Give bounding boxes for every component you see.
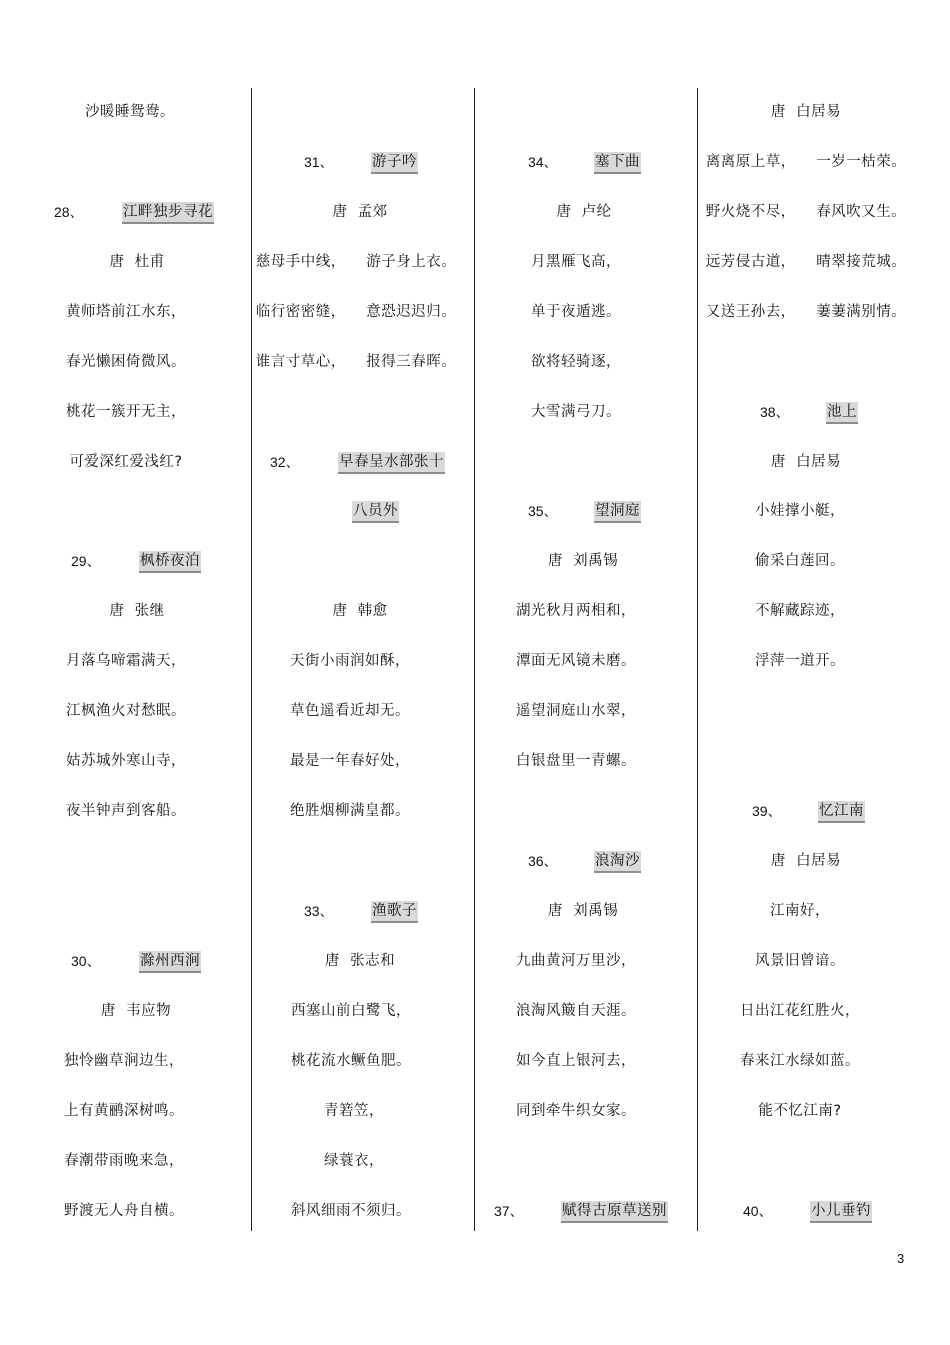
poem-line: 离离原上草， 一岁一枯荣。 [705, 154, 907, 170]
poem-author: 唐 韦应物 [100, 1003, 172, 1019]
poem-author: 唐 张志和 [324, 953, 396, 969]
poem-title: 早春呈水部张十 [338, 452, 445, 474]
poem-title: 游子吟 [371, 152, 418, 174]
poem-line: 春潮带雨晚来急， [64, 1153, 184, 1169]
poem-line: 谁言寸草心， 报得三春晖。 [255, 354, 457, 370]
poem-number: 37、 [494, 1203, 524, 1219]
poem-line: 风景旧曾谙。 [755, 953, 845, 969]
poem-author: 唐 张继 [109, 603, 165, 619]
poem-line: 斜风细雨不须归。 [291, 1203, 411, 1219]
poem-number: 34、 [528, 154, 558, 170]
poem-number: 36、 [528, 853, 558, 869]
poem-number: 38、 [760, 404, 790, 420]
poem-line: 夜半钟声到客船。 [66, 803, 186, 819]
poem-number: 35、 [528, 503, 558, 519]
poem-line: 天街小雨润如酥， [290, 653, 410, 669]
poem-line: 临行密密缝， 意恐迟迟归。 [255, 304, 457, 320]
poem-line: 野渡无人舟自横。 [64, 1203, 184, 1219]
poem-title: 浪淘沙 [594, 851, 641, 873]
poem-line: 大雪满弓刀。 [531, 404, 621, 420]
poem-line: 如今直上银河去， [516, 1053, 636, 1069]
poem-title: 滁州西涧 [139, 951, 201, 973]
poem-line: 江南好， [770, 903, 830, 919]
poem-line: 浪淘风簸自天涯。 [516, 1003, 636, 1019]
poem-line: 独怜幽草涧边生， [64, 1053, 184, 1069]
poem-line: 姑苏城外寒山寺， [66, 753, 186, 769]
poem-number: 32、 [270, 454, 300, 470]
poem-author: 唐 白居易 [770, 104, 842, 120]
poem-author: 唐 孟郊 [332, 204, 388, 220]
poem-line: 上有黄鹂深树鸣。 [64, 1103, 184, 1119]
poem-line: 青箬笠， [324, 1103, 384, 1119]
poem-line: 桃花流水鳜鱼肥。 [291, 1053, 411, 1069]
poem-line: 九曲黄河万里沙， [516, 953, 636, 969]
poem-line: 草色遥看近却无。 [290, 703, 410, 719]
poem-line: 偷采白莲回。 [755, 553, 845, 569]
poem-title: 小儿垂钓 [810, 1201, 872, 1223]
poem-author: 唐 刘禹锡 [547, 903, 619, 919]
poem-line: 野火烧不尽， 春风吹又生。 [705, 204, 907, 220]
poem-number: 28、 [54, 204, 84, 220]
poem-line: 月落乌啼霜满天， [66, 653, 186, 669]
poem-title: 塞下曲 [594, 152, 641, 174]
poem-number: 30、 [71, 953, 101, 969]
poem-line: 小娃撑小艇， [755, 503, 845, 519]
poem-line: 绝胜烟柳满皇都。 [290, 803, 410, 819]
poem-line: 桃花一簇开无主， [66, 404, 186, 420]
poem-number: 33、 [304, 903, 334, 919]
poem-line: 湖光秋月两相和， [516, 603, 636, 619]
poem-author: 唐 韩愈 [332, 603, 388, 619]
poem-line: 白银盘里一青螺。 [516, 753, 636, 769]
poem-number: 31、 [304, 154, 334, 170]
poem-line: 沙暖睡鸳鸯。 [85, 104, 175, 120]
poem-author: 唐 卢纶 [556, 204, 612, 220]
poem-number: 39、 [752, 803, 782, 819]
poem-title: 渔歌子 [371, 901, 418, 923]
poem-line: 潭面无风镜未磨。 [516, 653, 636, 669]
poem-line: 春来江水绿如蓝。 [740, 1053, 860, 1069]
poem-title: 江畔独步寻花 [122, 202, 214, 224]
poem-line: 单于夜遁逃。 [531, 304, 621, 320]
poem-line: 西塞山前白鹭飞， [291, 1003, 411, 1019]
poem-number: 40、 [743, 1203, 773, 1219]
poem-line: 日出江花红胜火， [740, 1003, 860, 1019]
poem-title: 枫桥夜泊 [139, 551, 201, 573]
poem-title: 赋得古原草送别 [561, 1201, 668, 1223]
poem-line: 远芳侵古道， 晴翠接荒城。 [705, 254, 907, 270]
poem-author: 唐 白居易 [770, 853, 842, 869]
poem-line: 同到牵牛织女家。 [516, 1103, 636, 1119]
page-number: 3 [897, 1251, 905, 1266]
poem-line: 最是一年春好处， [290, 753, 410, 769]
column-divider [697, 88, 698, 1231]
poem-line: 欲将轻骑逐， [531, 354, 621, 370]
poem-author: 唐 刘禹锡 [547, 553, 619, 569]
poem-line: 慈母手中线， 游子身上衣。 [255, 254, 457, 270]
poem-number: 29、 [71, 553, 101, 569]
column-divider [251, 88, 252, 1231]
poem-line: 浮萍一道开。 [755, 653, 845, 669]
poem-line: 月黑雁飞高， [531, 254, 621, 270]
poem-line: 遥望洞庭山水翠， [516, 703, 636, 719]
column-divider [474, 88, 475, 1231]
poem-author: 唐 杜甫 [109, 254, 165, 270]
poem-line: 不解藏踪迹， [755, 603, 845, 619]
poem-line: 绿蓑衣， [324, 1153, 384, 1169]
poem-title-continued: 八员外 [352, 501, 399, 523]
poem-title: 池上 [826, 402, 858, 424]
poem-title: 忆江南 [818, 801, 865, 823]
poem-line: 春光懒困倚微风。 [66, 354, 186, 370]
poem-line: 可爱深红爱浅红? [69, 454, 183, 470]
poem-line: 又送王孙去， 萋萋满别情。 [705, 304, 907, 320]
poem-line: 江枫渔火对愁眠。 [66, 703, 186, 719]
poem-line: 黄师塔前江水东， [66, 304, 186, 320]
poem-author: 唐 白居易 [770, 454, 842, 470]
poem-title: 望洞庭 [594, 501, 641, 523]
poem-line: 能不忆江南? [758, 1103, 842, 1119]
